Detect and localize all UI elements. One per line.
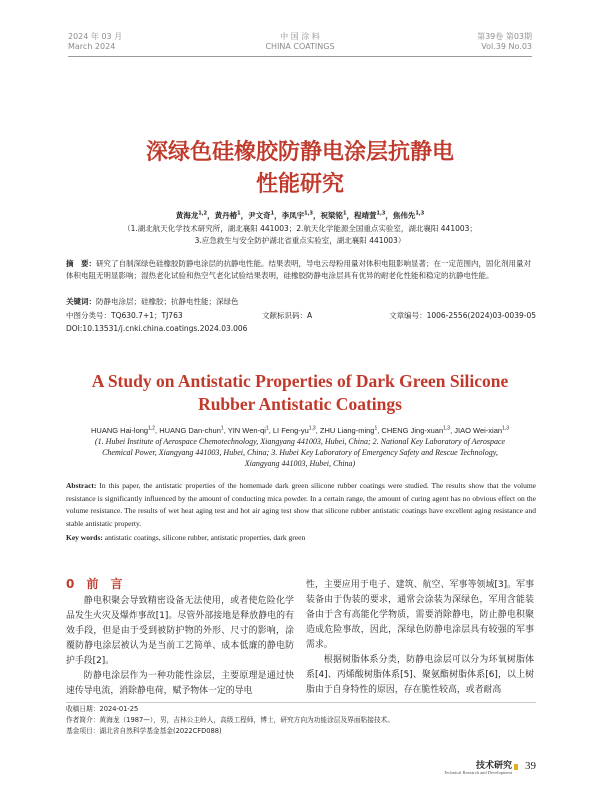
header-right — [477, 32, 532, 52]
footer-accent-bar — [514, 764, 518, 770]
abstract-en-label: Abstract: — [66, 481, 97, 490]
affiliations-cn-line2: 3.应急救生与安全防护湖北省重点实验室，湖北襄阳 441003） — [194, 236, 406, 245]
footer — [386, 758, 536, 782]
section-heading — [66, 575, 123, 592]
keywords-cn-text: 防静电涂层；硅橡胶；抗静电性能；深绿色 — [96, 297, 239, 306]
header-rule — [68, 56, 532, 57]
volume-en: Vol.39 No.03 — [481, 42, 532, 51]
body-paragraph: 防静电涂层作为一种功能性涂层，主要原理是通过快速传导电流，消除静电荷，赋予物体一定的导电 — [66, 671, 294, 696]
title-cn-line1: 深绿色硅橡胶防静电涂层抗静电 — [145, 140, 454, 165]
title-en-line1: A Study on Antistatic Properties of Dark Green Silicone — [91, 371, 509, 391]
keywords-cn — [66, 296, 536, 308]
page-number: 39 — [525, 760, 536, 772]
body-paragraph: 静电积聚会导致精密设备无法使用，或者使危险化学品发生火灾及爆炸事故[1]。尽管外部接地是释放静电的有效手段，但是由于受到被防护物的外形、尺寸的影响，涂覆防静电涂层被认为是当前工艺简单、成本低廉的静电防护手段[2]。 — [66, 596, 294, 666]
footer-section-en: Technical Research and Development — [443, 770, 512, 775]
body-paragraph: 根据树脂体系分类，防静电涂层可以分为环氧树脂体系[4]、丙烯酸树脂体系[5]、聚氨酯树脂体系[6]，以上树脂由于自身特性的原因，存在脆性较高，或者耐高 — [306, 655, 534, 695]
header-left — [68, 32, 122, 52]
abstract-cn-text: 研究了自制深绿色硅橡胶防静电涂层的抗静电性能。结果表明，导电云母粉用量对体积电阻影响显著；在一定范围内，固化剂用量对体积电阻无明显影响；湿热老化试验和热空气老化试验结果表明，硅橡胶防静电涂层具有优异的耐老化性能和稳定的抗静电性能。 — [66, 259, 531, 280]
footnote-rule — [66, 702, 536, 703]
title-cn-line2: 性能研究 — [255, 172, 344, 197]
abstract-cn-label: 摘 要： — [66, 259, 96, 268]
volume-cn: 第39卷 第03期 — [477, 32, 532, 41]
authors-en: HUANG Hai-long$^{1,2}$, HUANG Dan-chun$^1$, YIN Wen-$qi^1$, LI Feng-yu$^{1,3}$, ZHU Liang-ming$^1$, CHENG Jing-xuan$^{1,3}$, JIAO Wei-xian$^{1,3}$ — [90, 425, 509, 435]
keywords-cn-label: 关键词： — [66, 297, 96, 306]
abstract-en — [66, 480, 536, 530]
abstract-cn — [66, 258, 536, 281]
body-right-column — [306, 578, 534, 698]
keywords-en-label: Key words: — [66, 533, 103, 542]
section-number: 0 — [66, 577, 75, 591]
affiliations-cn-line1: （1.湖北航天化学技术研究所，湖北襄阳 441003；2.航天化学能源全国重点实验室，湖北襄阳 441003； — [123, 224, 477, 233]
keywords-en-text: antistatic coatings, silicone rubber, antistatic properties, dark green — [104, 533, 306, 542]
document-code: 文献标识码：A — [262, 311, 313, 320]
footnotes — [66, 704, 536, 737]
footer-section-cn: 技术研究 — [475, 761, 512, 771]
authors-cn: 黄海龙$^{1,2}$，黄丹椿$^1$，尹文奇$^1$，李凤宇$^{1,3}$，祝梁铭$^1$，程靖萱$^{1,3}$，焦伟先$^{1,3}$ — [175, 210, 425, 220]
fund-info: 基金项目：湖北省自然科学基金基金(2022CFD088) — [66, 727, 222, 735]
received-date: 收稿日期：2024-01-25 — [66, 705, 139, 713]
header-center — [200, 32, 400, 52]
journal-name-en: CHINA COATINGS — [265, 42, 335, 51]
title-en-line2: Rubber Antistatic Coatings — [198, 394, 402, 414]
affiliations-en: (1. Hubei Institute of Aerospace Chemotechnology, Xiangyang 441003, Hubei, China; 2. National Key Laboratory of Aerospace Chemical Power, Xiangyang 441003, Hubei, China; 3. Hubei Key Laboratory of Emergency Safety and Rescue Technology, Xiangyang 441003, Hubei, China) — [94, 437, 506, 468]
issue-date-cn: 2024 年 03 月 — [68, 32, 123, 41]
clc-number: 中图分类号：TQ630.7+1；TJ763 — [66, 311, 183, 320]
body-paragraph: 性，主要应用于电子、建筑、航空、军事等领域[3]。军事装备由于伪装的要求，通常会涂装为深绿色，军用含能装备由于含有高能化学物质，需要消除静电，防止静电积聚造成危险事故，因此，深绿色防静电涂层具有较强的军事需求。 — [306, 580, 534, 650]
abstract-en-text: In this paper, the antistatic properties of the homemade dark green silicone rubber coatings were studied. The results show that the volume resistance is significantly influenced by the amount of conducting mica powder. In a certain range, the amount of curing agent has no obvious effect on the volume resistance. The results of wet heat aging test and hot air aging test show that silicone rubber antistatic coatings have excellent aging resistance and stable antistatic property. — [66, 481, 536, 528]
doi: DOI:10.13531/j.cnki.china.coatings.2024.03.006 — [66, 324, 248, 333]
journal-name-cn: 中 国 涂 料 — [280, 32, 320, 41]
author-bio: 作者简介：黄海龙（1987—），男，吉林公主岭人，高级工程师，博士，研究方向为功能涂层及界面粘接技术。 — [66, 716, 394, 724]
keywords-en — [66, 532, 536, 545]
body-left-column — [66, 594, 294, 699]
section-title: 前 言 — [86, 577, 123, 591]
issue-date-en: March 2024 — [68, 42, 116, 51]
article-number: 文章编号：1006-2556(2024)03-0039-05 — [389, 311, 536, 320]
